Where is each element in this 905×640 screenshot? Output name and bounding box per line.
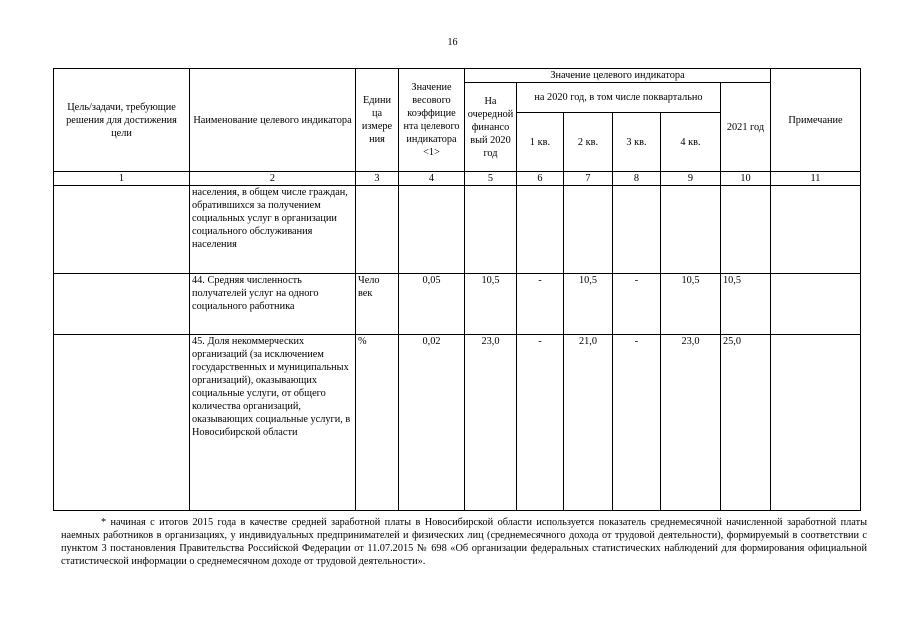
cell-fin2020: 10,5 (465, 274, 517, 335)
table-row (54, 186, 861, 274)
cell-2021: 25,0 (721, 335, 771, 511)
col-number: 8 (613, 172, 661, 186)
cell-q3: - (613, 335, 661, 511)
cell-q3: - (613, 274, 661, 335)
cell-indicator: 45. Доля некоммерческих организаций (за исключением государственных и муниципальных организаций), оказывающих социальные услуги, от общего количества организаций, оказывающих социальные услуги, в Новосибирской области (190, 335, 356, 511)
cell-q2: 21,0 (564, 335, 613, 511)
cell-q1 (517, 186, 564, 274)
header-2020-quarterly: на 2020 год, в том числе поквартально (517, 83, 721, 113)
col-number: 6 (517, 172, 564, 186)
cell-goal (54, 274, 190, 335)
page-number: 16 (447, 37, 458, 48)
col-number: 5 (465, 172, 517, 186)
cell-weight (399, 186, 465, 274)
cell-weight: 0,05 (399, 274, 465, 335)
header-note: Примечание (771, 69, 861, 172)
cell-q4: 10,5 (661, 274, 721, 335)
col-number: 1 (54, 172, 190, 186)
cell-fin2020 (465, 186, 517, 274)
cell-unit (356, 186, 399, 274)
cell-indicator: 44. Средняя численность получателей услуг на одного социального работника (190, 274, 356, 335)
col-number: 7 (564, 172, 613, 186)
table-row (54, 335, 861, 511)
col-number: 11 (771, 172, 861, 186)
cell-2021: 10,5 (721, 274, 771, 335)
table-row (54, 274, 861, 335)
header-fin-year-2020: На очередной финансо вый 2020 год (465, 83, 517, 172)
footnote: * начиная с итогов 2015 года в качестве средней заработной платы в Новосибирской области используется показатель среднемесячной начисленной заработной платы наемных работников в организациях, у индивидуальных предпринимателей и физических лиц (среднемесячного дохода от трудовой деятельности), формируемый в соответствии с пунктом 3 постановления Правительства Российской Федерации от 11.07.2015 № 698 «Об организации федеральных статистических наблюдений для формирования официальной статистической информации о среднемесячном доходе от трудовой деятельности». (61, 517, 867, 567)
cell-unit: % (356, 335, 399, 511)
header-2021: 2021 год (721, 83, 771, 172)
header-q1: 1 кв. (517, 113, 564, 172)
cell-q2 (564, 186, 613, 274)
cell-note (771, 335, 861, 511)
col-number: 4 (399, 172, 465, 186)
header-target-value: Значение целевого индикатора (465, 69, 771, 83)
col-number: 3 (356, 172, 399, 186)
header-weight: Значение весового коэффицие нта целевого индикатора <1> (399, 69, 465, 172)
cell-indicator: населения, в общем числе граждан, обратившихся за получением социальных услуг в организации социального обслуживания населения (190, 186, 356, 274)
cell-goal (54, 186, 190, 274)
cell-note (771, 186, 861, 274)
header-q2: 2 кв. (564, 113, 613, 172)
cell-q4 (661, 186, 721, 274)
header-q3: 3 кв. (613, 113, 661, 172)
cell-q3 (613, 186, 661, 274)
header-unit: Едини ца измере ния (356, 69, 399, 172)
cell-note (771, 274, 861, 335)
cell-q4: 23,0 (661, 335, 721, 511)
col-number: 2 (190, 172, 356, 186)
header-indicator-name: Наименование целевого индикатора (190, 69, 356, 172)
indicators-table (53, 68, 861, 511)
col-number: 9 (661, 172, 721, 186)
cell-goal (54, 335, 190, 511)
cell-unit: Чело век (356, 274, 399, 335)
cell-2021 (721, 186, 771, 274)
cell-weight: 0,02 (399, 335, 465, 511)
header-goal: Цель/задачи, требующие решения для достижения цели (54, 69, 190, 172)
col-number: 10 (721, 172, 771, 186)
cell-q2: 10,5 (564, 274, 613, 335)
cell-q1: - (517, 335, 564, 511)
cell-fin2020: 23,0 (465, 335, 517, 511)
column-numbers-row (54, 172, 861, 186)
cell-q1: - (517, 274, 564, 335)
header-q4: 4 кв. (661, 113, 721, 172)
